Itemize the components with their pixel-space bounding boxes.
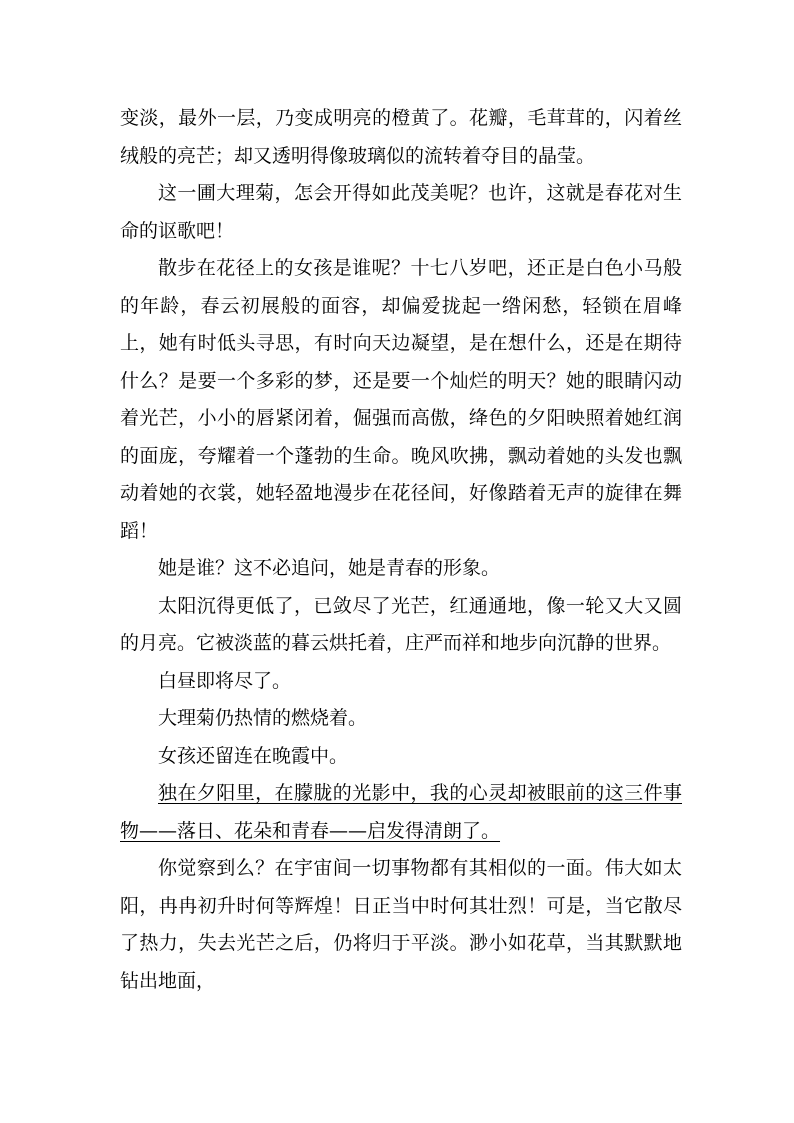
paragraph-8: 女孩还留连在晚霞中。 [158,744,349,767]
paragraph-2: 这一圃大理菊，怎会开得如此茂美呢？也许，这就是春花对生命的讴歌吧！ [120,182,682,242]
paragraph-9-underlined [120,775,682,850]
paragraph-4: 她是谁？这不必追问，她是青春的形象。 [158,557,501,579]
underlined-sentence: 独在夕阳里，在朦胧的光影中，我的心灵却被眼前的这三件事物——落日、花朵和青春——启发得清朗了。 [120,782,682,842]
paragraph-7: 大理菊仍热情的燃烧着。 [158,707,368,729]
paragraph-6: 白昼即将尽了。 [158,669,292,692]
paragraph-1: 变淡，最外一层，乃变成明亮的橙黄了。花瓣，毛茸茸的，闪着丝绒般的亮芒；却又透明得像玻璃似的流转着夺目的晶莹。 [120,107,682,167]
paragraph-5: 太阳沉得更低了，已敛尽了光芒，红通通地，像一轮又大又圆的月亮。它被淡蓝的暮云烘托着，庄严而祥和地步向沉静的世界。 [120,594,682,654]
paragraph-10: 你觉察到么？在宇宙间一切事物都有其相似的一面。伟大如太阳，冉冉初升时何等辉煌！日正当中时何其壮烈！可是，当它散尽了热力，失去光芒之后，仍将归于平淡。渺小如花草，当其默默地钻出地面， [120,857,682,992]
paragraph-3: 散步在花径上的女孩是谁呢？十七八岁吧，还正是白色小马般的年龄，春云初展般的面容，却偏爱拢起一绺闲愁，轻锁在眉峰上，她有时低头寻思，有时向天边凝望，是在想什么，还是在期待什么？是要一个多彩的梦，还是要一个灿烂的明天？她的眼睛闪动着光芒，小小的唇紧闭着，倔强而高傲，绛色的夕阳映照着她红润的面庞，夸耀着一个蓬勃的生命。晚风吹拂，飘动着她的头发也飘动着她的衣裳，她轻盈地漫步在花径间，好像踏着无声的旋律在舞蹈！ [120,257,682,542]
document-page [120,100,682,1000]
